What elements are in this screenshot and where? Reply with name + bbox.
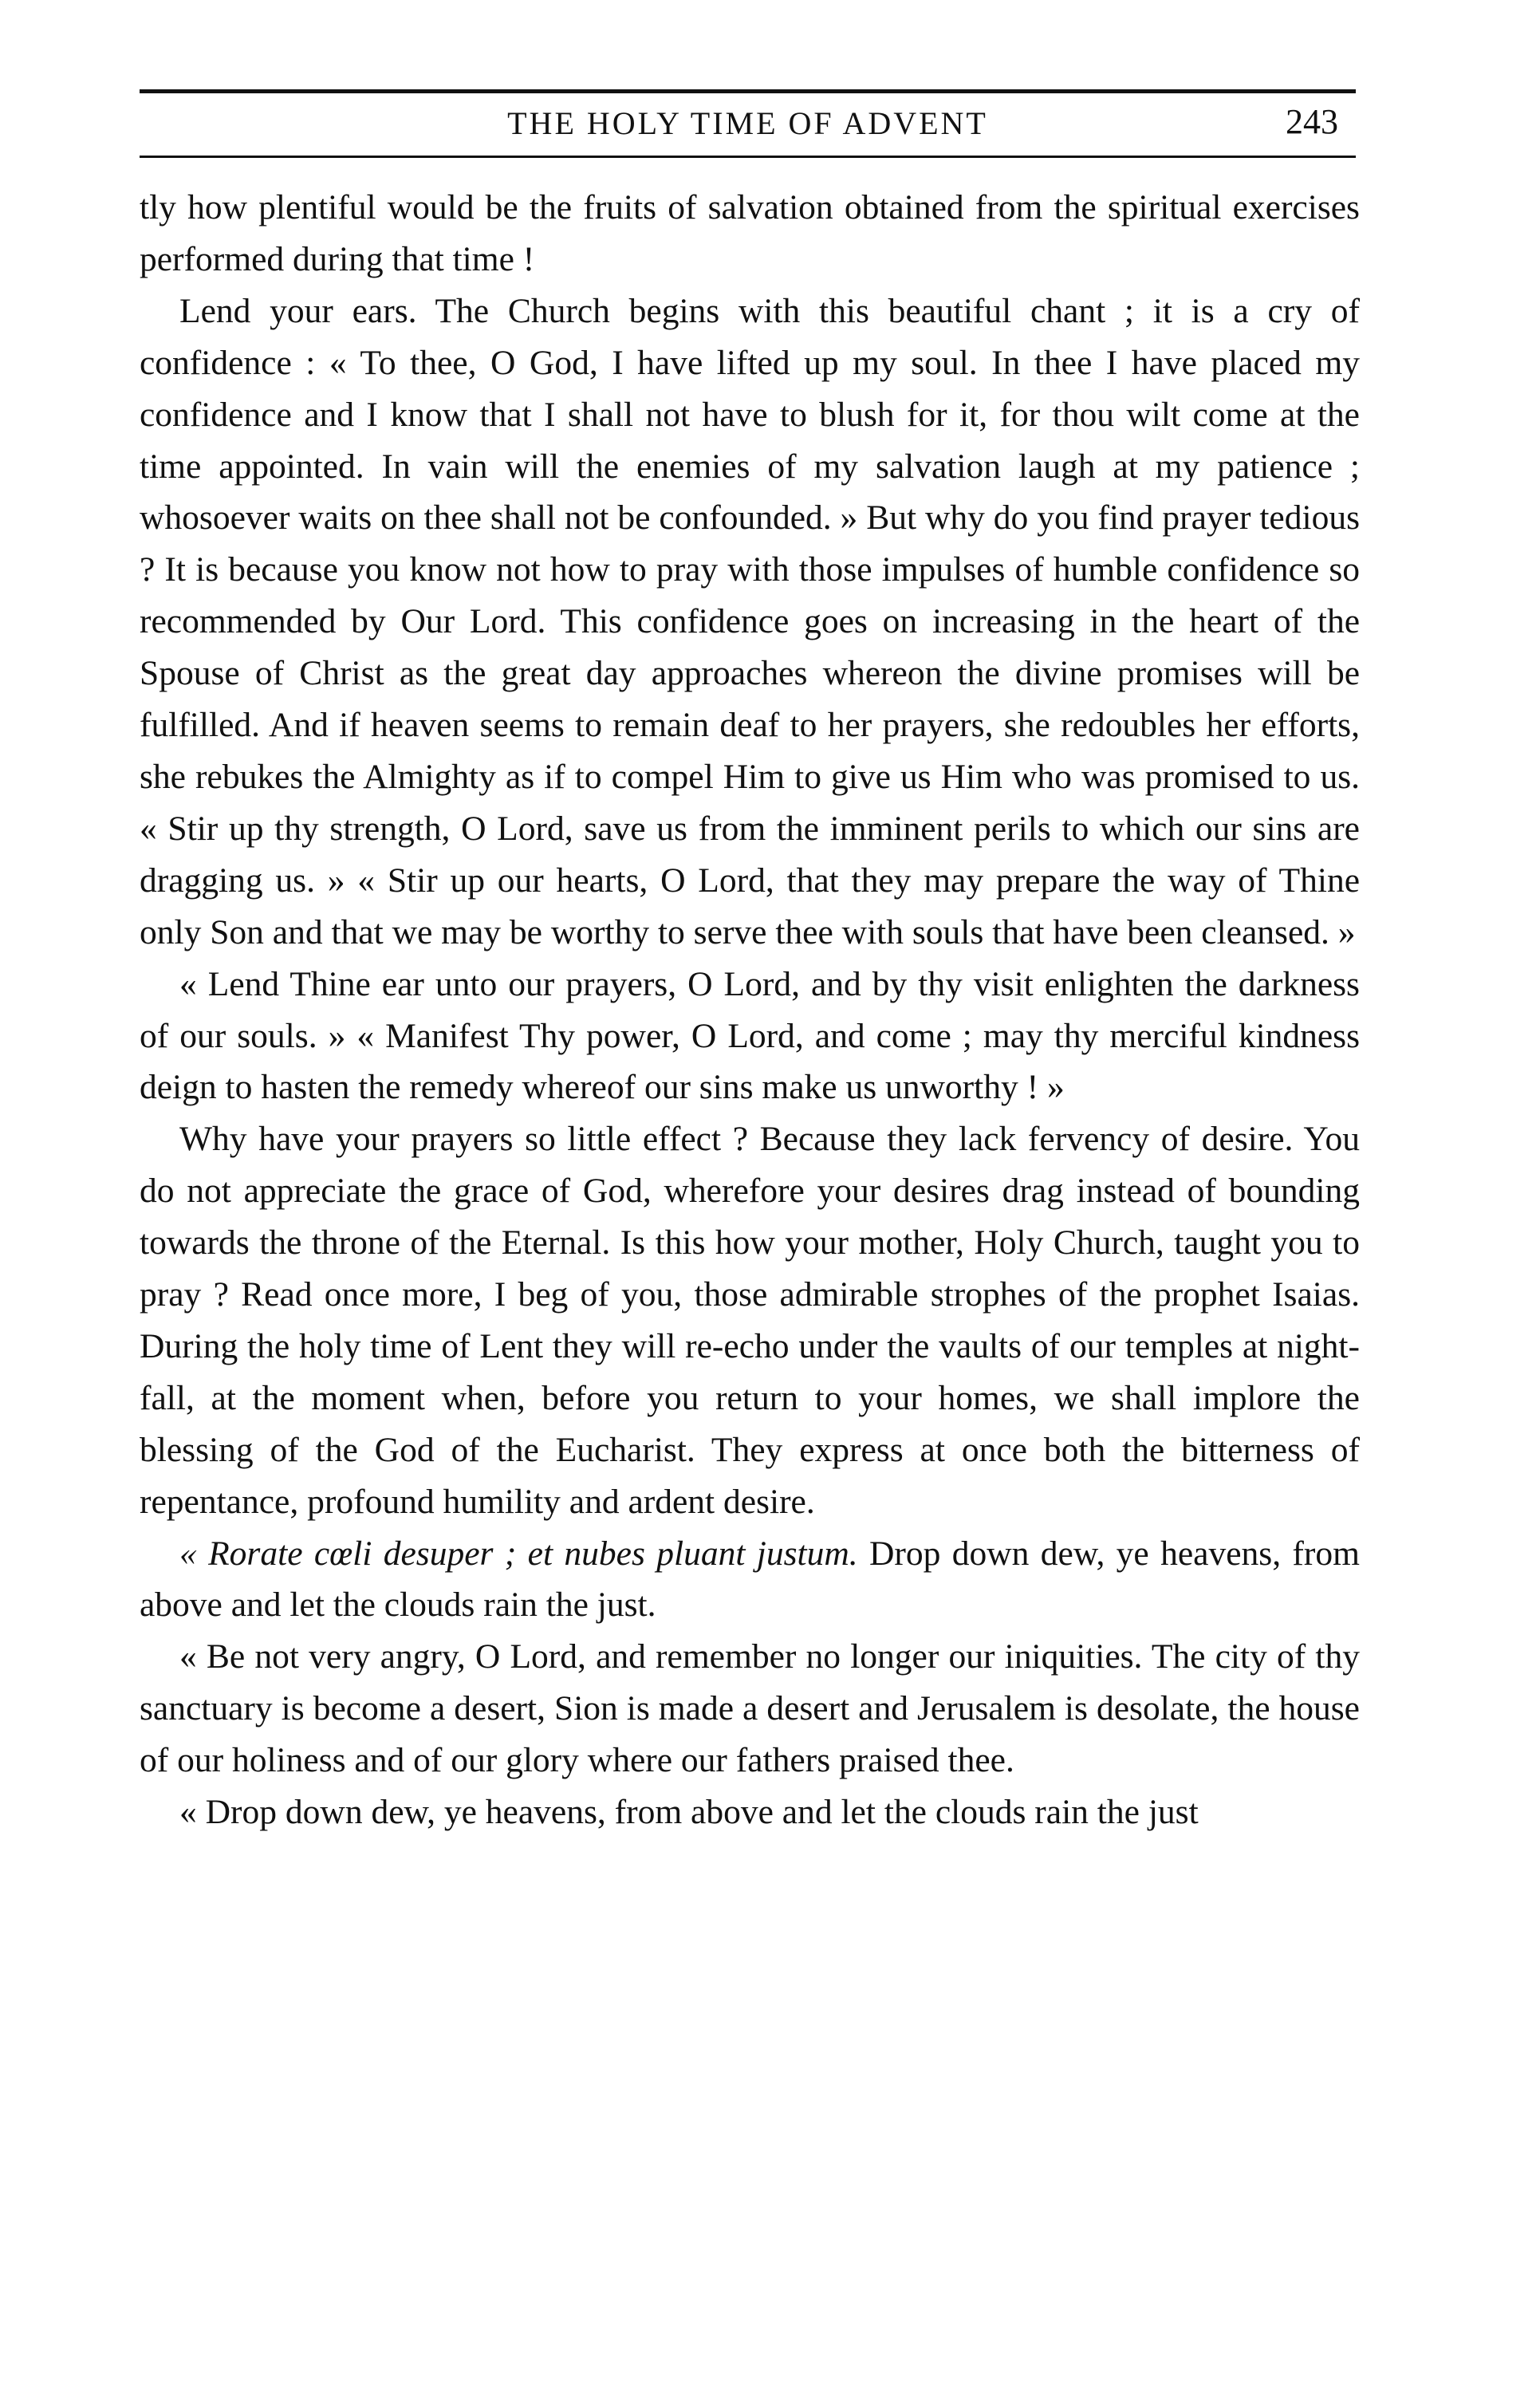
paragraph-text: tly how plentiful would be the fruits of salvation obtained from the spiritual exercises performed during that time ! xyxy=(140,188,1360,278)
paragraph-rorate xyxy=(140,1528,1360,1632)
paragraph-drop-down-dew xyxy=(140,1786,1360,1838)
header-row xyxy=(140,93,1356,156)
paragraph-be-not-very-angry xyxy=(140,1631,1360,1786)
header-bottom-rule xyxy=(140,156,1356,158)
paragraph-text: « Be not very angry, O Lord, and remember no longer our iniquities. The city of thy sanctuary is become a desert, Sion is made a desert and Jerusalem is desolate, the house of our holiness and of our glory where our fathers praised thee. xyxy=(140,1637,1360,1780)
latin-quote: « Rorate cœli desuper ; et nubes pluant justum. xyxy=(179,1534,858,1573)
paragraph-text: « Lend Thine ear unto our prayers, O Lord, and by thy visit enlighten the darkness of our souls. » « Manifest Thy power, O Lord, and come ; may thy merciful kindness deign to hasten the remedy whereof our sins make us unworthy ! » xyxy=(140,964,1360,1107)
paragraph-text: Lend your ears. The Church begins with this beautiful chant ; it is a cry of confidence : « To thee, O God, I have lifted up my soul. In thee I have placed my confidence and I know that I shall not have to blush for it, for thou wilt come at the time appointed. In vain will the enemies of my salvation laugh at my patience ; whosoever waits on thee shall not be confounded. » But why do you find prayer tedious ? It is because you know not how to pray with those impulses of humble confidence so recommended by Our Lord. This confidence goes on increasing in the heart of the Spouse of Christ as the great day approaches whereon the divine promises will be fulfilled. And if heaven seems to remain deaf to her prayers, she redoubles her efforts, she rebukes the Almighty as if to compel Him to give us Him who was promised to us. « Stir up thy strength, O Lord, save us from the imminent perils to which our sins are dragging us. » « Stir up our hearts, O Lord, that they may prepare the way of Thine only Son and that we may be worthy to serve thee with souls that have been cleansed. » xyxy=(140,291,1360,951)
paragraph-why-have-your-prayers xyxy=(140,1113,1360,1527)
paragraph-text: Drop down dew, ye heavens, from above and let the clouds rain the just. xyxy=(140,1534,1360,1625)
body-text xyxy=(140,182,1360,1838)
paragraph-text: Why have your prayers so little effect ? Because they lack fervency of desire. You do not appreciate the grace of God, wherefore your desires drag instead of bounding towards the throne of the Eternal. Is this how your mother, Holy Church, taught you to pray ? Read once more, I beg of you, those admirable strophes of the prophet Isaias. During the holy time of Lent they will re-echo under the vaults of our temples at night-fall, at the moment when, before you return to your homes, we shall implore the blessing of the God of the Eucharist. They express at once both the bitterness of repentance, profound humility and ardent desire. xyxy=(140,1120,1360,1521)
page-header xyxy=(140,89,1356,158)
paragraph-lend-your-ears xyxy=(140,286,1360,959)
paragraph-text: « Drop down dew, ye heavens, from above and let the clouds rain the just xyxy=(179,1793,1199,1832)
paragraph-lend-thine-ear xyxy=(140,959,1360,1114)
running-title: THE HOLY TIME OF ADVENT xyxy=(507,105,988,141)
paragraph-continued xyxy=(140,182,1360,286)
page-number: 243 xyxy=(1286,102,1338,141)
